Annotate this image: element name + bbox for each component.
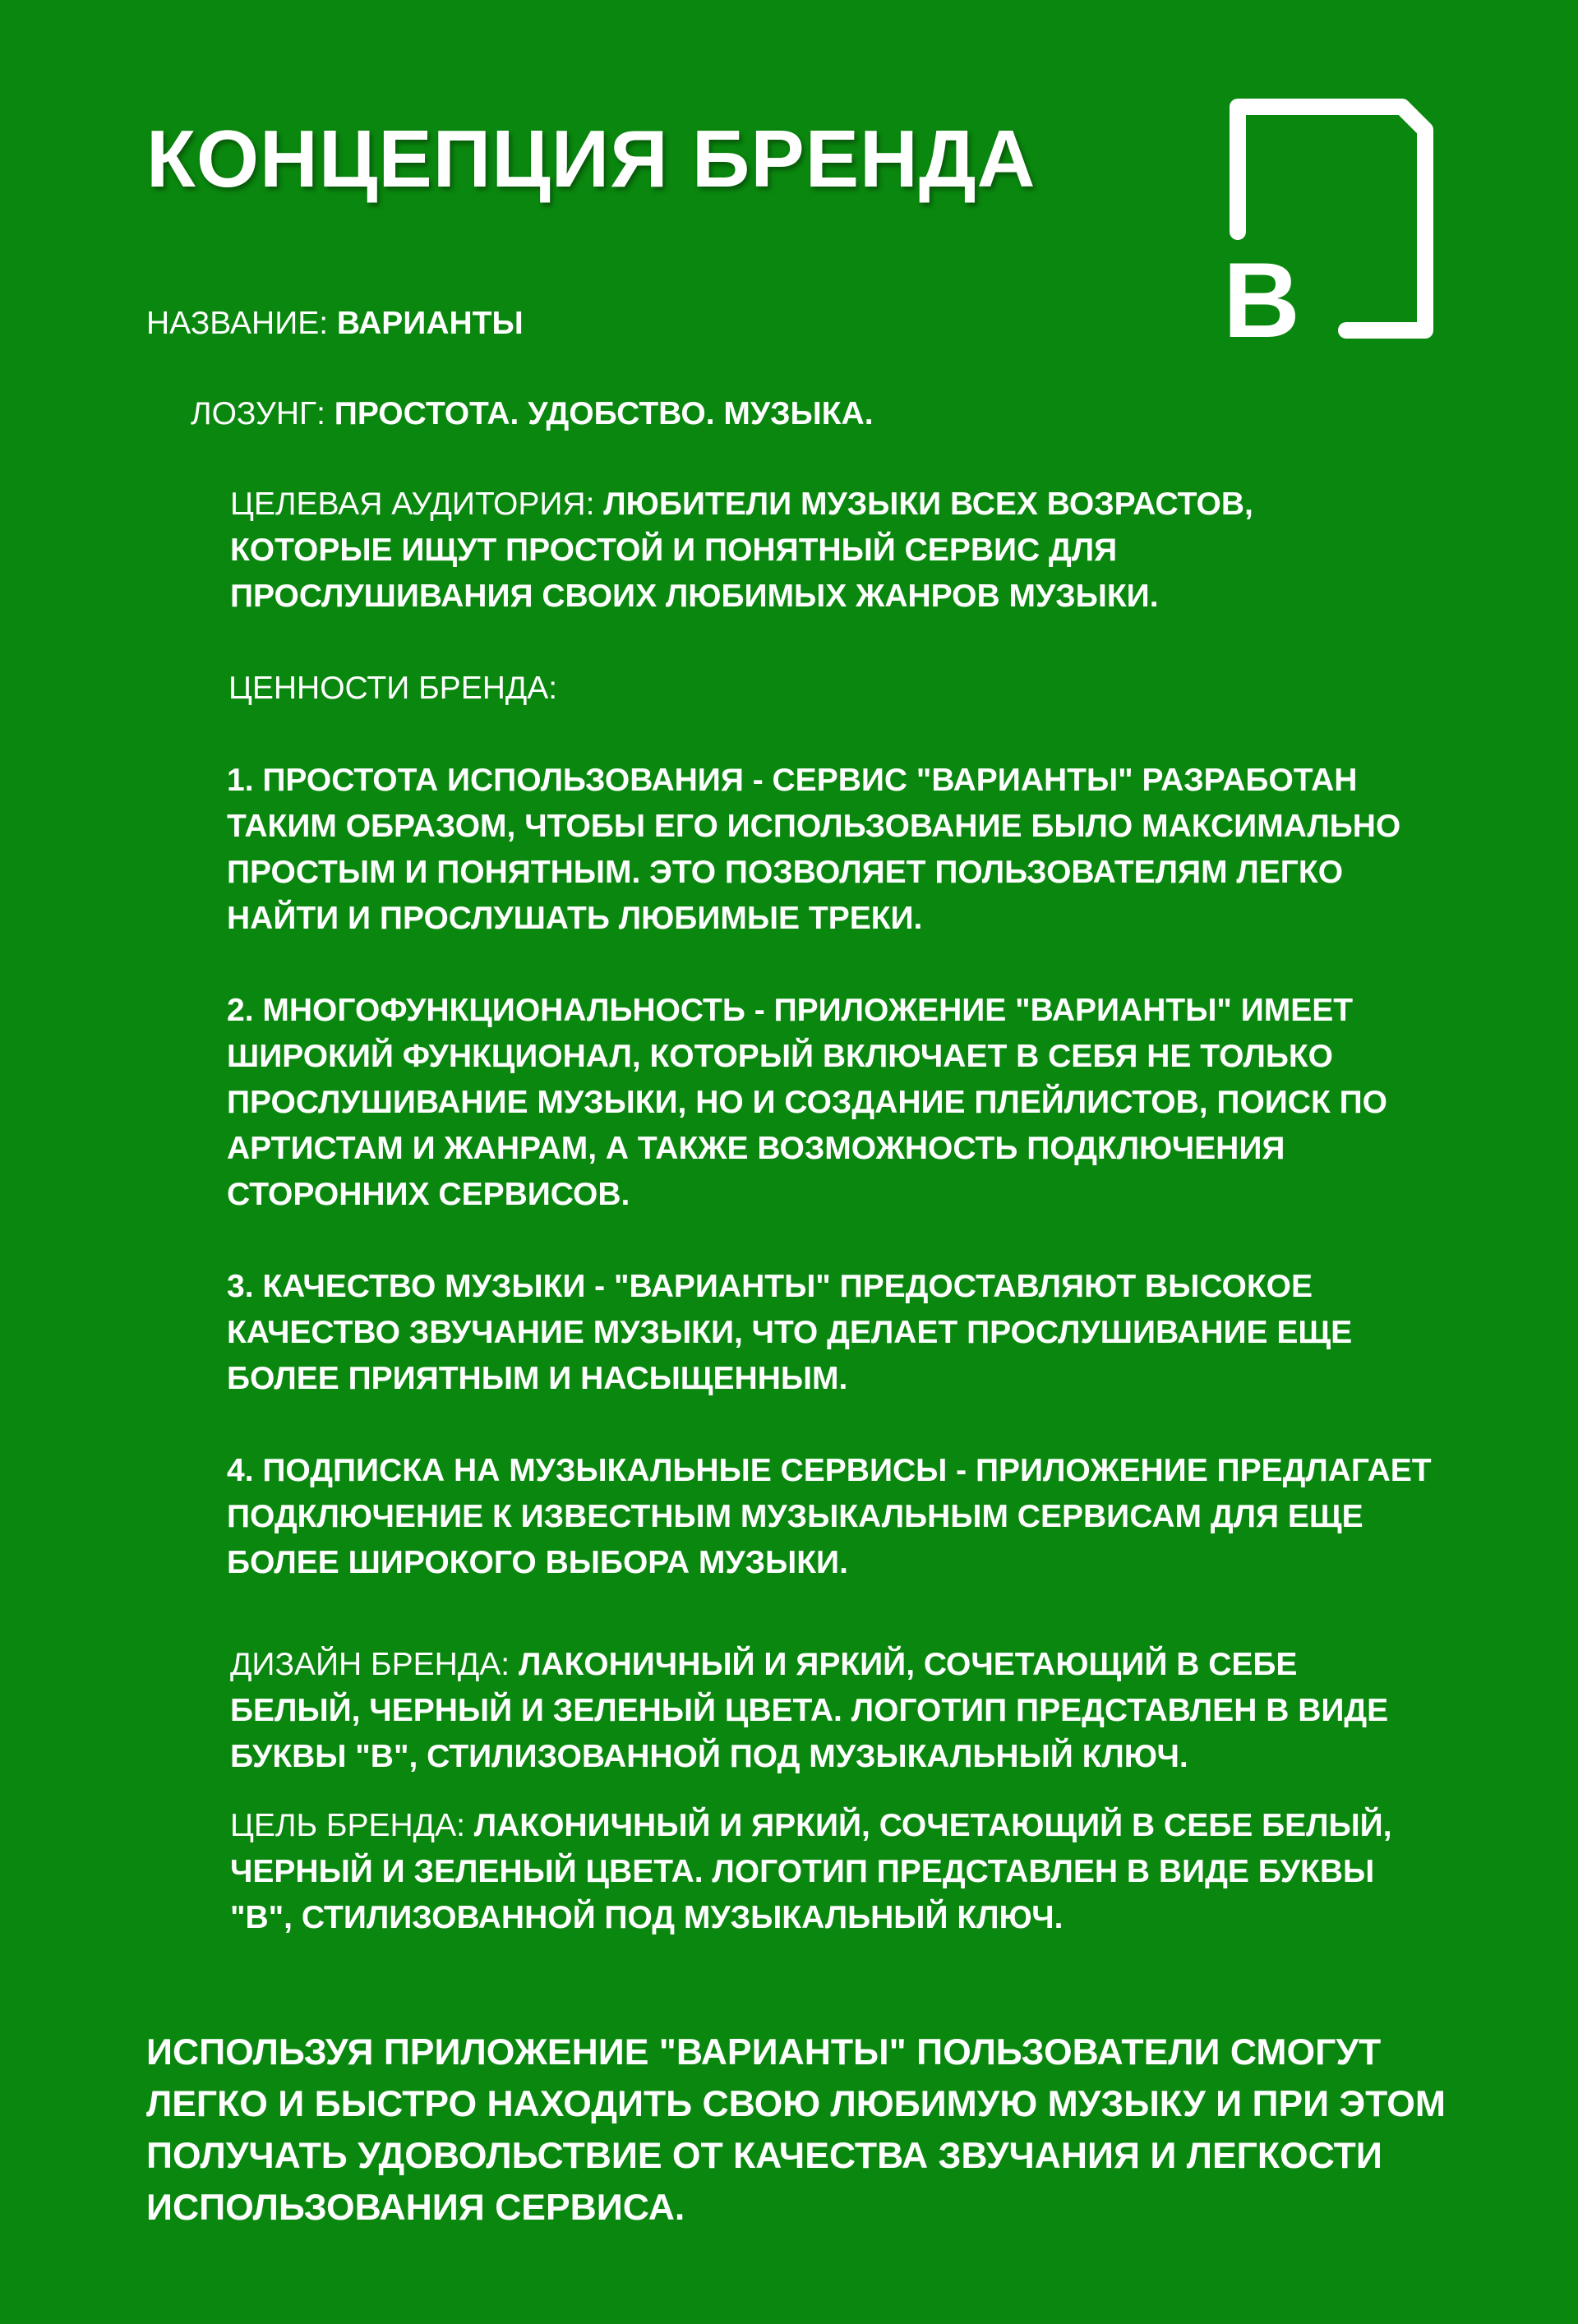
brand-value-item: 3. КАЧЕСТВО МУЗЫКИ - "ВАРИАНТЫ" ПРЕДОСТАВЛЯЮТ ВЫСОКОЕ КАЧЕСТВО ЗВУЧАНИЕ МУЗЫКИ, ЧТО ДЕЛАЕТ ПРОСЛУШИВАНИЕ ЕЩЕ БОЛЕЕ ПРИЯТНЫМ И НАСЫЩЕННЫМ. <box>227 1269 1353 1396</box>
target-audience-value: ЛЮБИТЕЛИ МУЗЫКИ ВСЕХ ВОЗРАСТОВ, КОТОРЫЕ ИЩУТ ПРОСТОЙ И ПОНЯТНЫЙ СЕРВИС ДЛЯ ПРОСЛУШИВАНИЯ СВОИХ ЛЮБИМЫХ ЖАНРОВ МУЗЫКИ. <box>230 486 1253 614</box>
page-title: КОНЦЕПЦИЯ БРЕНДА <box>146 113 1036 204</box>
brand-slogan-label: ЛОЗУНГ: <box>191 396 335 431</box>
document-letter-icon <box>1223 90 1437 353</box>
target-audience <box>230 482 1266 620</box>
brand-design <box>230 1642 1397 1780</box>
brand-logo <box>1223 90 1437 353</box>
brand-design-value: ЛАКОНИЧНЫЙ И ЯРКИЙ, СОЧЕТАЮЩИЙ В СЕБЕ БЕЛЫЙ, ЧЕРНЫЙ И ЗЕЛЕНЫЙ ЦВЕТА. ЛОГОТИП ПРЕДСТАВЛЕН В ВИДЕ БУКВЫ "В", СТИЛИЗОВАННОЙ ПОД МУЗЫКАЛЬНЫЙ КЛЮЧ. <box>230 1647 1389 1774</box>
brand-goal <box>230 1803 1397 1941</box>
brand-goal-value: ЛАКОНИЧНЫЙ И ЯРКИЙ, СОЧЕТАЮЩИЙ В СЕБЕ БЕЛЫЙ, ЧЕРНЫЙ И ЗЕЛЕНЫЙ ЦВЕТА. ЛОГОТИП ПРЕДСТАВЛЕН В ВИДЕ БУКВЫ "В", СТИЛИЗОВАННОЙ ПОД МУЗЫКАЛЬНЫЙ КЛЮЧ. <box>230 1808 1392 1935</box>
brand-value-item: 1. ПРОСТОТА ИСПОЛЬЗОВАНИЯ - СЕРВИС "ВАРИАНТЫ" РАЗРАБОТАН ТАКИМ ОБРАЗОМ, ЧТОБЫ ЕГО ИСПОЛЬЗОВАНИЕ БЫЛО МАКСИМАЛЬНО ПРОСТЫМ И ПОНЯТНЫМ. ЭТО ПОЗВОЛЯЕТ ПОЛЬЗОВАТЕЛЯМ ЛЕГКО НАЙТИ И ПРОСЛУШАТЬ ЛЮБИМЫЕ ТРЕКИ. <box>227 763 1401 936</box>
target-audience-label: ЦЕЛЕВАЯ АУДИТОРИЯ: <box>230 486 604 522</box>
brand-name <box>146 301 968 347</box>
brand-goal-label: ЦЕЛЬ БРЕНДА: <box>230 1808 474 1843</box>
brand-design-label: ДИЗАЙН БРЕНДА: <box>230 1647 519 1682</box>
logo-letter: В <box>1223 240 1300 353</box>
brand-name-label: НАЗВАНИЕ: <box>146 306 337 341</box>
conclusion-text: ИСПОЛЬЗУЯ ПРИЛОЖЕНИЕ "ВАРИАНТЫ" ПОЛЬЗОВАТЕЛИ СМОГУТ ЛЕГКО И БЫСТРО НАХОДИТЬ СВОЮ ЛЮБИМУЮ МУЗЫКУ И ПРИ ЭТОМ ПОЛУЧАТЬ УДОВОЛЬСТВИЕ ОТ КАЧЕСТВА ЗВУЧАНИЯ И ЛЕГКОСТИ ИСПОЛЬЗОВАНИЯ СЕРВИСА. <box>146 2032 1446 2228</box>
brand-value-item: 2. МНОГОФУНКЦИОНАЛЬНОСТЬ - ПРИЛОЖЕНИЕ "ВАРИАНТЫ" ИМЕЕТ ШИРОКИЙ ФУНКЦИОНАЛ, КОТОРЫЙ ВКЛЮЧАЕТ В СЕБЯ НЕ ТОЛЬКО ПРОСЛУШИВАНИЕ МУЗЫКИ, НО И СОЗДАНИЕ ПЛЕЙЛИСТОВ, ПОИСК ПО АРТИСТАМ И ЖАНРАМ, А ТАКЖЕ ВОЗМОЖНОСТЬ ПОДКЛЮЧЕНИЯ СТОРОННИХ СЕРВИСОВ. <box>227 993 1387 1212</box>
brand-name-value: ВАРИАНТЫ <box>336 306 524 341</box>
brand-value-item: 4. ПОДПИСКА НА МУЗЫКАЛЬНЫЕ СЕРВИСЫ - ПРИЛОЖЕНИЕ ПРЕДЛАГАЕТ ПОДКЛЮЧЕНИЕ К ИЗВЕСТНЫМ МУЗЫКАЛЬНЫМ СЕРВИСАМ ДЛЯ ЕЩЕ БОЛЕЕ ШИРОКОГО ВЫБОРА МУЗЫКИ. <box>227 1453 1432 1580</box>
brand-slogan <box>191 391 1259 437</box>
brand-slogan-value: ПРОСТОТА. УДОБСТВО. МУЗЫКА. <box>334 396 874 431</box>
brand-values-heading: ЦЕННОСТИ БРЕНДА: <box>228 671 558 706</box>
